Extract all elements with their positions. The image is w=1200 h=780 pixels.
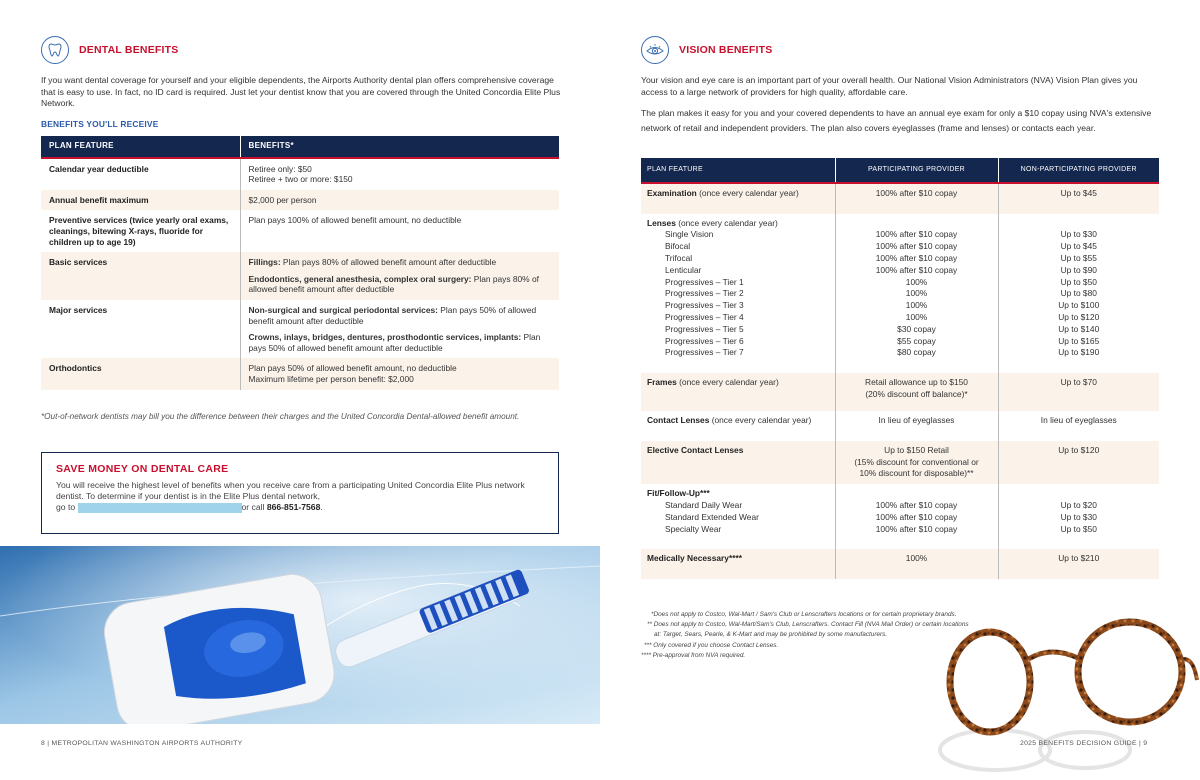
benefit-bold: Non-surgical and surgical periodontal services:: [248, 304, 438, 315]
dental-benefit-cell: [240, 358, 559, 389]
feature-bold: Elective Contact Lenses: [647, 444, 744, 455]
feature-line: [647, 445, 829, 457]
feature-subitem: Trifocal: [665, 252, 693, 263]
value-line: [1005, 218, 1154, 230]
phone-number: 866-851-7568: [266, 502, 321, 512]
feature-line: [647, 218, 829, 230]
value-line: 100%: [905, 311, 928, 322]
value-line: 100% after $10 copay: [875, 229, 958, 240]
benefit-bold: Crowns, inlays, bridges, dentures, prosthodontic services, implants:: [248, 332, 522, 343]
value-line: 100% after $10 copay: [875, 187, 958, 198]
dental-header-benefits: BENEFITS*: [240, 136, 559, 158]
dental-feature-cell: Preventive services (twice yearly oral exams, cleanings, bitewing X-rays, fluoride for children up to age 19): [41, 210, 240, 252]
callout-goto: go to: [56, 502, 76, 512]
non-participating-cell: [998, 183, 1159, 214]
dental-header-feature: PLAN FEATURE: [41, 136, 240, 158]
participating-cell: [835, 549, 998, 579]
vision-feature-cell: [641, 441, 835, 484]
eye-icon: [641, 36, 669, 64]
feature-subitem: Single Vision: [665, 229, 714, 240]
vision-table: [641, 158, 1159, 579]
callout-title: SAVE MONEY ON DENTAL CARE: [56, 463, 229, 475]
vision-feature-cell: [641, 183, 835, 214]
feature-bold: Contact Lenses: [647, 414, 710, 425]
value-line: 100%: [905, 300, 928, 311]
vision-intro-1: Your vision and eye care is an important part of your overall health. Our National Vision Administrators (NVA) Vision Plan gives you access to a large network of providers for high quality, affordable care.: [641, 75, 1138, 97]
feature-text: (once every calendar year): [675, 217, 778, 228]
feature-subitem: Progressives – Tier 2: [665, 288, 744, 299]
non-participating-cell: [998, 549, 1159, 579]
dental-feature-cell: Basic services: [41, 252, 240, 300]
feature-subitem: Lenticular: [665, 264, 702, 275]
dental-title: DENTAL BENEFITS: [79, 44, 179, 56]
benefit-bold: Endodontics, general anesthesia, complex oral surgery:: [248, 273, 472, 284]
left-page: [0, 0, 600, 776]
benefits-heading: BENEFITS YOU'LL RECEIVE: [41, 119, 159, 129]
value-line: $30 copay: [897, 323, 936, 334]
value-line: Up to $45: [1060, 241, 1097, 252]
callout-or-call: or call: [241, 502, 265, 512]
vision-feature-cell: [641, 411, 835, 441]
value-line: [1005, 488, 1154, 500]
redacted-link[interactable]: [78, 503, 242, 513]
vision-row: [641, 214, 1159, 374]
save-money-callout: [41, 452, 559, 534]
value-line: $55 copay: [897, 335, 936, 346]
feature-text: (once every calendar year): [676, 377, 779, 388]
value-line: Up to $70: [1060, 377, 1097, 388]
benefit-line: [249, 215, 552, 226]
participating-cell: [835, 441, 998, 484]
vision-feature-cell: [641, 484, 835, 549]
non-participating-cell: [998, 411, 1159, 441]
dental-benefit-cell: [240, 190, 559, 211]
dental-benefit-cell: [240, 252, 559, 300]
benefit-text: Retiree + two or more: $150: [248, 174, 353, 185]
vision-row: [641, 441, 1159, 484]
benefit-line: [249, 374, 552, 385]
vision-intro-2: The plan makes it easy for you and your covered dependents to have an annual eye exam for only a $10 copay using NVA's extensive network of retail and independent providers. The plan also covers eyeglasses (frame and lenses) or contacts each year.: [641, 108, 1152, 133]
value-line: Up to $165: [1058, 335, 1100, 346]
value-line: 100% after $10 copay: [875, 264, 958, 275]
feature-bold: Medically Necessary****: [647, 553, 742, 564]
dental-footnote: *Out-of-network dentists may bill you the difference between their charges and the United Concordia Dental-allowed benefit amount.: [41, 412, 520, 421]
dental-intro: If you want dental coverage for yourself and your eligible dependents, the Airports Authority dental plan offers comprehensive coverage that is easy to use. In fact, no ID card is required. Just let your dentist know that you are covered through the United Concordia Elite Plus Network.: [41, 75, 561, 108]
benefit-line: [249, 363, 552, 374]
value-line: In lieu of eyeglasses: [878, 414, 955, 425]
feature-bold: Fit/Follow-Up***: [647, 488, 710, 499]
value-line: 100% after $10 copay: [875, 252, 958, 263]
value-line: Up to $30: [1060, 511, 1097, 522]
feature-bold: Frames: [647, 377, 677, 388]
participating-cell: [835, 484, 998, 549]
dental-row: [41, 252, 559, 300]
value-line: Up to $30: [1060, 229, 1097, 240]
dental-benefit-cell: [240, 300, 559, 358]
value-line: Up to $90: [1060, 264, 1097, 275]
value-line: Up to $120: [1058, 311, 1100, 322]
dental-benefit-cell: [240, 210, 559, 252]
non-participating-cell: [998, 214, 1159, 374]
feature-subitem: Progressives – Tier 3: [665, 300, 744, 311]
value-line: 100% after $10 copay: [875, 499, 958, 510]
feature-subitem: Bifocal: [665, 241, 691, 252]
benefit-line: [249, 174, 552, 185]
benefit-line: [249, 257, 552, 268]
value-line: Up to $120: [1058, 444, 1100, 455]
vision-title: VISION BENEFITS: [679, 44, 773, 56]
dental-header: [41, 36, 178, 64]
value-line: 100%: [905, 288, 928, 299]
value-line: [842, 218, 992, 230]
feature-line: [647, 377, 829, 389]
benefit-line: [249, 274, 552, 295]
dental-feature-cell: Annual benefit maximum: [41, 190, 240, 211]
benefit-text: Plan pays 50% of allowed benefit amount, no deductible: [248, 363, 457, 374]
feature-text: (once every calendar year): [696, 187, 799, 198]
benefit-line: [249, 164, 552, 175]
vision-header-non-participating: NON-PARTICIPATING PROVIDER: [998, 158, 1159, 183]
benefit-line: [249, 305, 552, 326]
feature-line: [647, 553, 829, 565]
footnote-1: *Does not apply to Costco, Wal-Mart / Sam's Club or Lenscrafters locations or for certain proprietary brands.: [651, 611, 957, 618]
dental-row: [41, 190, 559, 211]
benefit-bold: Fillings:: [248, 257, 281, 268]
dental-row: [41, 210, 559, 252]
value-line: Up to $50: [1060, 276, 1097, 287]
footnote-2b: at: Target, Sears, Pearle, & K-Mart and may be prohibited by some manufacturers.: [654, 631, 888, 639]
participating-cell: [835, 411, 998, 441]
right-footer: 2025 BENEFITS DECISION GUIDE | 9: [1020, 740, 1148, 747]
non-participating-cell: [998, 484, 1159, 549]
vision-row: [641, 411, 1159, 441]
tooth-icon: [41, 36, 69, 64]
feature-subitem: Progressives – Tier 5: [665, 323, 744, 334]
value-line: Up to $20: [1060, 499, 1097, 510]
participating-cell: [835, 373, 998, 411]
feature-subitem: Standard Daily Wear: [665, 499, 743, 510]
value-line: In lieu of eyeglasses: [1040, 414, 1117, 425]
dental-feature-cell: Orthodontics: [41, 358, 240, 389]
footnote-2: ** Does not apply to Costco, Wal-Mart/Sam's Club, Lenscrafters. Contact Fill (NVA Mail Order) or certain locations: [647, 621, 969, 629]
benefit-line: [249, 195, 552, 206]
value-line: 100%: [905, 276, 928, 287]
callout-period: .: [320, 502, 323, 512]
feature-text: (once every calendar year): [709, 414, 812, 425]
feature-subitem: Specialty Wear: [665, 523, 722, 534]
vision-header-feature: PLAN FEATURE: [641, 158, 835, 183]
feature-bold: Lenses: [647, 217, 676, 228]
dental-table: [41, 136, 559, 390]
dental-floss-photo: [0, 546, 600, 724]
vision-row: [641, 549, 1159, 579]
benefit-text: $2,000 per person: [248, 194, 317, 205]
vision-feature-cell: [641, 373, 835, 411]
feature-line: [647, 188, 829, 200]
feature-subitem: Progressives – Tier 1: [665, 276, 744, 287]
dental-row: [41, 300, 559, 358]
dental-feature-cell: Calendar year deductible: [41, 158, 240, 190]
feature-subitem: Standard Extended Wear: [665, 511, 759, 522]
vision-feature-cell: [641, 549, 835, 579]
footnote-3: *** Only covered if you choose Contact Lenses.: [644, 641, 779, 649]
dental-row: [41, 358, 559, 389]
value-line: 100% after $10 copay: [875, 511, 958, 522]
value-line: [842, 488, 992, 500]
eyeglasses-photo: [935, 600, 1200, 775]
value-line: Up to $150 Retail: [884, 444, 949, 455]
non-participating-cell: [998, 373, 1159, 411]
vision-row: [641, 183, 1159, 214]
value-line: Up to $190: [1058, 347, 1100, 358]
vision-feature-cell: [641, 214, 835, 374]
feature-bold: Examination: [647, 187, 697, 198]
participating-cell: [835, 183, 998, 214]
benefit-text: Plan pays 80% of allowed benefit amount after deductible: [248, 273, 539, 295]
value-line: Up to $45: [1060, 187, 1097, 198]
dental-row: [41, 158, 559, 190]
value-line: Up to $210: [1058, 553, 1100, 564]
value-line: Up to $100: [1058, 300, 1100, 311]
dental-benefit-cell: [240, 158, 559, 190]
benefit-text: Retiree only: $50: [248, 163, 312, 174]
participating-cell: [835, 214, 998, 374]
value-line: Up to $80: [1060, 288, 1097, 299]
value-line: (20% discount off balance)*: [865, 388, 968, 399]
value-line: 100% after $10 copay: [875, 241, 958, 252]
value-line: Up to $50: [1060, 523, 1097, 534]
vision-header-participating: PARTICIPATING PROVIDER: [835, 158, 998, 183]
callout-text: [56, 480, 544, 513]
vision-header: [641, 36, 772, 64]
vision-row: [641, 484, 1159, 549]
value-line: $80 copay: [897, 347, 936, 358]
non-participating-cell: [998, 441, 1159, 484]
left-footer: 8 | METROPOLITAN WASHINGTON AIRPORTS AUTHORITY: [41, 740, 243, 747]
benefit-line: [249, 332, 552, 353]
value-line: Retail allowance up to $150: [865, 377, 968, 388]
footnote-4: **** Pre-approval from NVA required.: [641, 651, 746, 659]
benefit-text: Plan pays 50% of allowed benefit amount after deductible: [248, 304, 537, 326]
value-line: (15% discount for conventional or: [854, 456, 979, 467]
dental-feature-cell: Major services: [41, 300, 240, 358]
value-line: 100% after $10 copay: [875, 523, 958, 534]
benefit-text: Plan pays 50% of allowed benefit amount after deductible: [248, 332, 541, 353]
benefit-text: Maximum lifetime per person benefit: $2,000: [248, 373, 414, 384]
value-line: Up to $55: [1060, 252, 1097, 263]
feature-subitem: Progressives – Tier 4: [665, 311, 744, 322]
value-line: 10% discount for disposable)**: [859, 468, 974, 479]
value-line: Up to $140: [1058, 323, 1100, 334]
value-line: 100%: [905, 553, 928, 564]
callout-body: You will receive the highest level of benefits when you receive care from a participating United Concordia Elite Plus network dentist. To determine if your dentist is in the Elite Plus dental network,: [56, 480, 525, 501]
vision-footnotes: [641, 610, 969, 661]
benefit-text: Plan pays 80% of allowed benefit amount after deductible: [280, 257, 497, 268]
feature-subitem: Progressives – Tier 6: [665, 335, 744, 346]
feature-line: [647, 415, 829, 427]
feature-subitem: Progressives – Tier 7: [665, 347, 744, 358]
vision-row: [641, 373, 1159, 411]
feature-line: [647, 488, 829, 500]
benefit-text: Plan pays 100% of allowed benefit amount, no deductible: [248, 215, 462, 226]
